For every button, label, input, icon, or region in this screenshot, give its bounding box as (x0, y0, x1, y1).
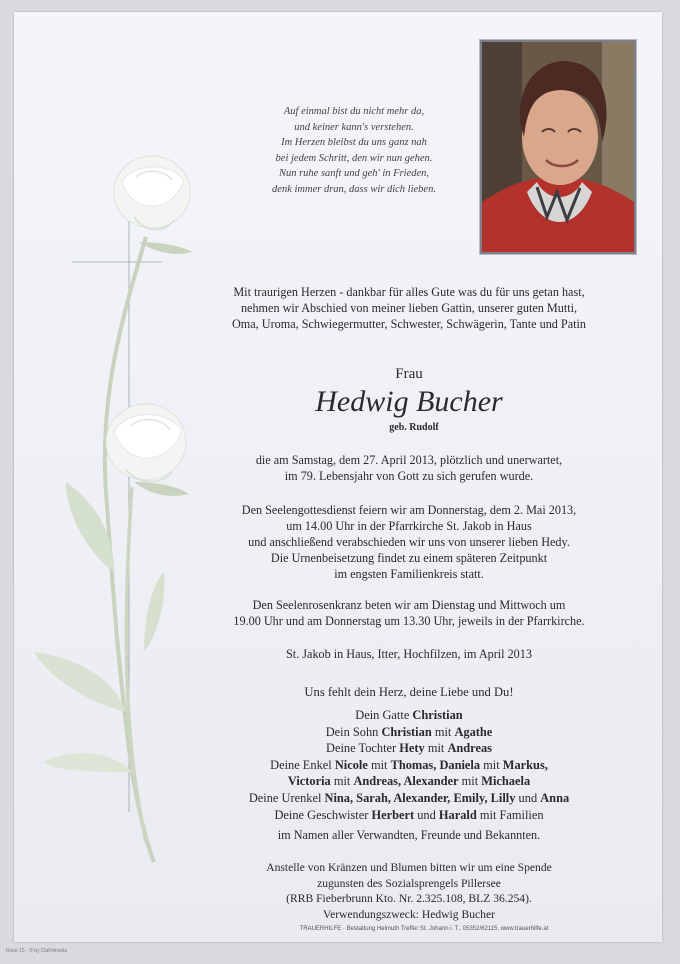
family-member: Christian (412, 708, 463, 722)
poem-line: und keiner kann's verstehen. (294, 121, 414, 133)
family-line-daughter (164, 740, 654, 757)
rose-head-upper (114, 156, 190, 229)
family-line-siblings (164, 807, 654, 824)
connector: mit (330, 774, 354, 789)
family-line-spouse (164, 707, 654, 724)
birth-name: geb. Rudolf (389, 422, 439, 433)
service-line: im engsten Familienkreis statt. (334, 567, 484, 581)
connector: mit (480, 757, 503, 772)
connector: mit (431, 724, 455, 739)
intro-text (164, 284, 654, 332)
family-member: Markus, (502, 757, 548, 772)
family-member: Anna (540, 790, 570, 805)
family-member: Herbert (371, 807, 415, 822)
family-line-great-grandchildren (164, 790, 654, 807)
service-line: um 14.00 Uhr in der Pfarrkirche St. Jakob in Haus (286, 519, 532, 533)
leaf (34, 652, 126, 712)
rosary-line: Den Seelenrosenkranz beten wir am Dienstag und Mittwoch um (252, 598, 566, 612)
family-line-grandchildren (164, 757, 654, 774)
obituary-sheet (14, 12, 662, 942)
leaf (144, 572, 164, 652)
relation-label: Dein Sohn (325, 724, 382, 739)
poem-line: Nun ruhe sanft und geh' in Frieden, (278, 168, 430, 179)
place-and-date: St. Jakob in Haus, Itter, Hochfilzen, im April 2013 (286, 647, 532, 661)
connector: mit (367, 757, 391, 772)
family-member: Hety (399, 741, 425, 756)
death-line: die am Samstag, dem 27. April 2013, plötzlich und unerwartet, (255, 453, 563, 467)
relation-label: Deine Tochter (326, 741, 400, 756)
service-line: Den Seelengottesdienst feiern wir am Donnerstag, dem 2. Mai 2013, (241, 503, 577, 517)
poem-line: denk immer dran, dass wir dich lieben. (272, 183, 436, 195)
funeral-home-footer: TRAUERHILFE · Bestattung Helmuth Treffer St. Johann i. T., 05352/62115, www.trauerhilfe.at (299, 926, 549, 932)
leaf (44, 753, 132, 772)
donation-line: zugunsten des Sozialsprengels Pillersee (317, 876, 501, 890)
connector: mit (458, 774, 482, 789)
poem-line: Im Herzen bleibst du uns ganz nah (281, 137, 427, 148)
service-line: und anschließend verabschieden wir uns von unserer lieben Hedy. (248, 535, 570, 549)
family-line-son (164, 724, 654, 741)
rosary-info (164, 597, 654, 629)
donation-line: Verwendungszweck: Hedwig Bucher (323, 907, 495, 921)
family-member: Agathe (454, 724, 493, 739)
sepal (139, 242, 192, 254)
family-member: Victoria (287, 774, 331, 789)
family-member: Harald (438, 807, 477, 822)
poem-line: Auf einmal bist du nicht mehr da, (283, 106, 425, 117)
death-notice (164, 452, 654, 484)
rosary-line: 19.00 Uhr und am Donnerstag um 13.30 Uhr, jeweils in der Pfarrkirche. (233, 614, 585, 628)
family-member: Andreas, Alexander (353, 774, 459, 789)
connector: und (515, 790, 541, 805)
donation-line: Anstelle von Kränzen und Blumen bitten wir um eine Spende (266, 861, 552, 874)
relation-label: Deine Enkel (270, 757, 335, 772)
death-line: im 79. Lebensjahr von Gott zu sich gerufen wurde. (284, 469, 534, 483)
service-line: Die Urnenbeisetzung findet zu einem späteren Zeitpunkt (270, 551, 548, 565)
family-list (164, 707, 654, 823)
donation-line: (RRB Fieberbrunn Kto. Nr. 2.325.108, BLZ 36.254). (286, 892, 532, 905)
intro-line: Oma, Uroma, Schwiegermutter, Schwester, Schwägerin, Tante und Patin (231, 317, 586, 331)
portrait-photo (482, 42, 634, 252)
family-member: Christian (381, 724, 432, 739)
donation-request (164, 860, 654, 922)
connector: und (414, 807, 439, 822)
intro-line: Mit traurigen Herzen - dankbar für alles Gute was du für uns getan hast, (233, 285, 585, 299)
deceased-name: Hedwig Bucher (315, 385, 503, 418)
family-member: Andreas (447, 741, 492, 756)
family-member: Michaela (481, 774, 531, 789)
salutation: Frau (395, 366, 423, 382)
family-line-grandchildren-cont (164, 773, 654, 790)
family-member: Nina, Sarah, Alexander, Emily, Lilly (324, 790, 516, 805)
portrait-photo-frame (480, 40, 636, 254)
relation-label: Dein Gatte (355, 708, 413, 722)
family-member: Nicole (334, 757, 368, 772)
family-member: Thomas, Daniela (390, 757, 481, 772)
connector: mit (424, 741, 448, 756)
memorial-poem (214, 104, 494, 197)
relation-label: Deine Urenkel (248, 790, 325, 805)
memorial-service-info (164, 502, 654, 582)
poem-line: bei jedem Schritt, den wir nun gehen. (275, 152, 433, 164)
farewell-line: Uns fehlt dein Herz, deine Liebe und Du! (304, 685, 514, 699)
sepal (134, 482, 189, 496)
relatives-line: im Namen aller Verwandten, Freunde und Bekannten. (277, 828, 541, 842)
connector: mit Familien (476, 807, 544, 822)
intro-line: nehmen wir Abschied von meiner lieben Gattin, unserer guten Mutti, (240, 301, 578, 315)
relation-label: Deine Geschwister (274, 807, 372, 822)
image-credit: Rose 15 · © by ClaFilm/elia (6, 948, 67, 954)
